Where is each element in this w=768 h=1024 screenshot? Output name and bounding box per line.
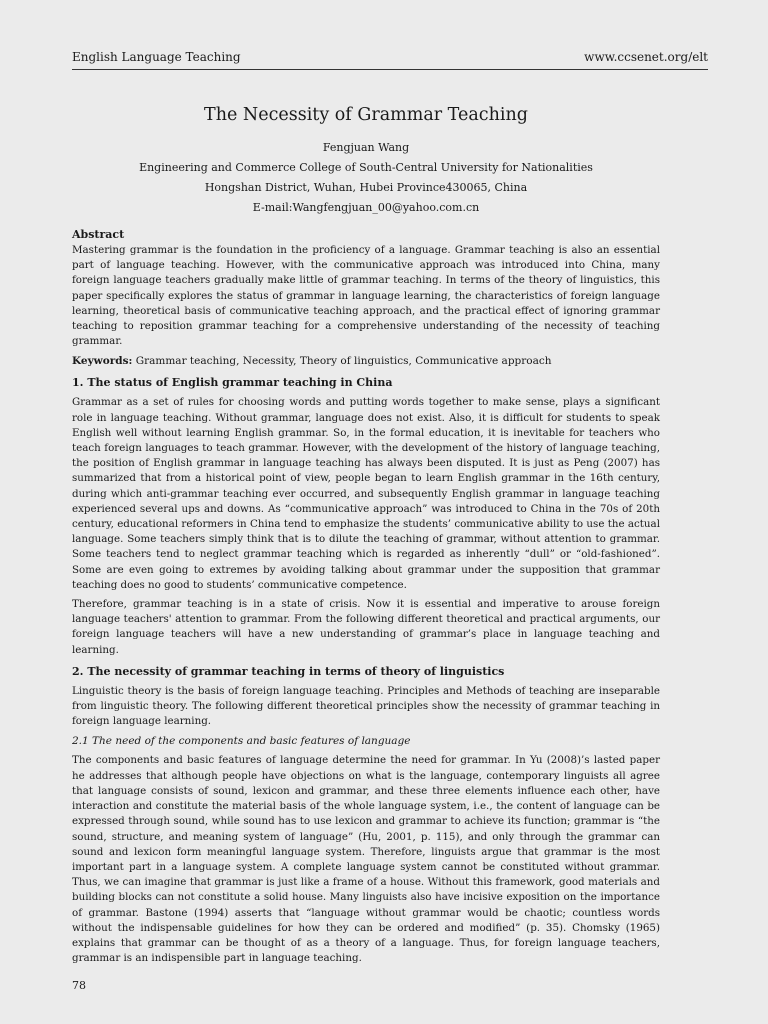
keywords-label: Keywords:: [72, 355, 133, 368]
section-heading: 2. The necessity of grammar teaching in terms of theory of linguistics: [72, 664, 505, 678]
affiliation-line: Hongshan District, Wuhan, Hubei Province430065, China: [204, 181, 528, 194]
header-rule: [72, 69, 708, 70]
page-number: 78: [72, 979, 86, 992]
author-block: [72, 138, 660, 218]
journal-name: English Language Teaching: [72, 50, 241, 64]
section-paragraph: Grammar as a set of rules for choosing words and putting words together to make sense, plays a significant role in language teaching. Without grammar, language does not exist. Also, it is difficult for students to speak English well without learning English grammar. So, in the formal education, it is inevitable for teachers who teach foreign languages to teach grammar. However, with the development of the history of language teaching, the position of English grammar in language teaching has always been disputed. It is just as Peng (2007) has summarized that from a historical point of view, people began to learn English grammar in the 16th century, during which anti-grammar teaching ever occurred, and subsequently English grammar in language teaching experienced several ups and downs. As “communicative approach” was introduced to China in the 70s of 20th century, educational reformers in China tend to emphasize the students’ communicative ability to use the actual language. Some teachers simply think that is to dilute the teaching of grammar, without attention to grammar. Some teachers tend to neglect grammar teaching which is regarded as inherently “dull” or “old-fashioned”. Some are even going to extremes by avoiding talking about grammar under the supposition that grammar teaching does no good to students’ communicative competence.: [72, 396, 660, 591]
section-paragraph: Therefore, grammar teaching is in a state of crisis. Now it is essential and imperative to arouse foreign language teachers' attention to grammar. From the following different theoretical and practical arguments, our foreign language teachers will have a new understanding of grammar’s place in language teaching and learning.: [72, 598, 660, 656]
journal-url: www.ccsenet.org/elt: [584, 50, 708, 64]
abstract-heading: Abstract: [72, 228, 125, 241]
subsection-heading: 2.1 The need of the components and basic features of language: [72, 735, 411, 748]
running-header: [72, 50, 708, 64]
author-name: Fengjuan Wang: [322, 141, 410, 154]
author-email: E-mail:Wangfengjuan_00@yahoo.com.cn: [252, 201, 480, 214]
article-body: [72, 102, 660, 966]
affiliation-line: Engineering and Commerce College of South-Central University for Nationalities: [139, 161, 593, 174]
section-paragraph: The components and basic features of language determine the need for grammar. In Yu (2008)’s lasted paper he addresses that although people have objections on what is the language, contemporary linguists all agree that language consists of sound, lexicon and grammar, and these three elements influence each other, have interaction and constitute the material basis of the whole language system, i.e., the content of language can be expressed through sound, while sound has to use lexicon and grammar to achieve its function; grammar is “the sound, structure, and meaning system of language” (Hu, 2001, p. 115), and only through the grammar can sound and lexicon form meaningful language system. Therefore, linguists argue that grammar is the most important part in a language system. A complete language system cannot be constituted without grammar. Thus, we can imagine that grammar is just like a frame of a house. Without this framework, good materials and building blocks can not constitute a solid house. Many linguists also have incisive exposition on the importance of grammar. Bastone (1994) asserts that “language without grammar would be chaotic; countless words without the indispensable guidelines for how they can be ordered and modified” (p. 35). Chomsky (1965) explains that grammar can be thought of as a theory of a language. Thus, for foreign language teachers, grammar is an indispensible part in language teaching.: [72, 754, 660, 965]
section-heading: 1. The status of English grammar teaching in China: [72, 376, 393, 390]
section-paragraph: Linguistic theory is the basis of foreign language teaching. Principles and Methods of teaching are inseparable from linguistic theory. The following different theoretical principles show the necessity of grammar teaching in foreign language learning.: [72, 684, 660, 728]
keywords-text: Grammar teaching, Necessity, Theory of linguistics, Communicative approach: [132, 355, 552, 368]
keywords-line: [72, 353, 660, 369]
article-title: The Necessity of Grammar Teaching: [204, 105, 528, 125]
abstract-text: Mastering grammar is the foundation in the proficiency of a language. Grammar teaching is also an essential part of language teaching. However, with the communicative approach was introduced into China, many foreign language teachers gradually make little of grammar teaching. In terms of the theory of linguistics, this paper specifically explores the status of grammar in language learning, the characteristics of foreign language learning, theoretical basis of communicative teaching approach, and the practical effect of ignoring grammar teaching to reposition grammar teaching for a comprehensive understanding of the necessity of teaching grammar.: [72, 244, 660, 348]
